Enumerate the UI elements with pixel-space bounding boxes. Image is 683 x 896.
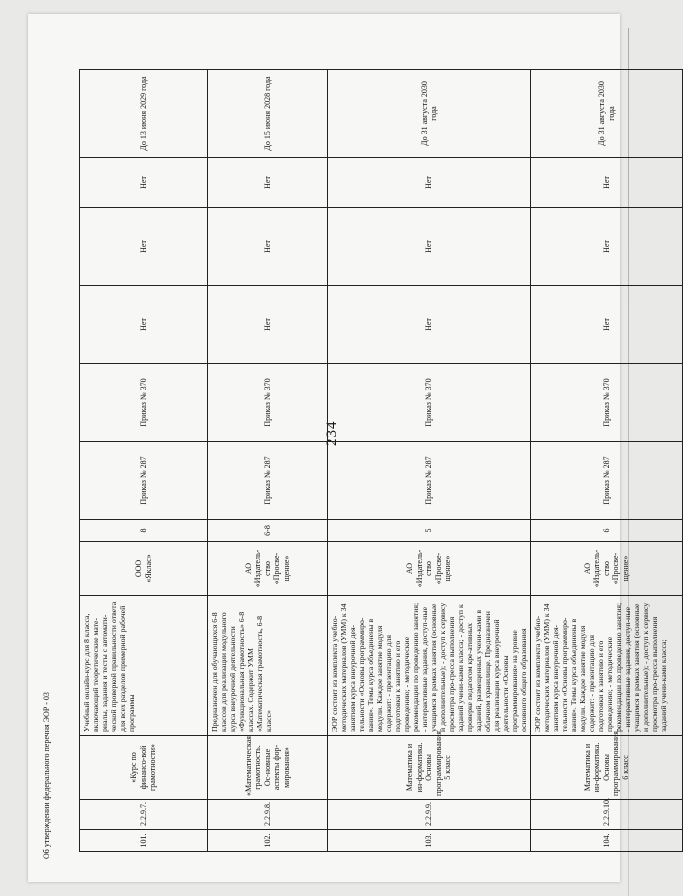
row-code: 2.2.9.10. (531, 800, 683, 830)
row-publisher: АО «Издатель-ство «Просве-щение» (208, 542, 328, 596)
row-col-a: Нет (531, 286, 683, 364)
row-order-2: Приказ № 370 (80, 364, 208, 442)
register-table (79, 69, 683, 852)
row-publisher: ООО «Яклас» (80, 542, 208, 596)
table-row (328, 70, 531, 852)
row-number: 104. (531, 830, 683, 852)
row-order-2: Приказ № 370 (208, 364, 328, 442)
row-col-a: Нет (328, 286, 531, 364)
row-order-1: Приказ № 287 (80, 442, 208, 520)
table-row (531, 70, 683, 852)
table-row (80, 70, 208, 852)
row-description: Учебный онлайн-курс для 8 класса, включающий теоретические мате-риалы, задания и тесты с автомати-ческой проверкой правильности ответа для всех разделов примерной рабочей программы (80, 596, 208, 736)
row-col-b: Нет (328, 208, 531, 286)
page-number: 234 (324, 420, 340, 446)
row-number: 101. (80, 830, 208, 852)
row-order-1: Приказ № 287 (208, 442, 328, 520)
row-deadline: До 31 августа 2030 года (531, 70, 683, 158)
row-description: ЭОР состоит из комплекта учебно-методических материалов (УММ) к 34 занятиям курса внеурочной дея-тельности «Основы программиро-вания». Темы курса объединены в модули. Каждое занятие модуля содержит: - презентацию для подготовки к занятию и его проведению; - методические рекомендации по проведению занятия; - интерактивные задания, доступ-ные учащимся в рамках занятия (основные и дополнительные); - доступ к сервису просмотра про-гресса выполнения заданий учени-ками класса; - доступ к проверке педагогом кре-ативных заданий, размещенных учени-ками в облачном хранилище. Предназначен для реализации курса внеурочной деятельности «Основы программирования» на уровне основного общего образования (328, 596, 531, 736)
row-name: Математика и ин-форматика. Основы программирования. 6 класс (531, 736, 683, 800)
row-grade: 5 (328, 520, 531, 542)
row-order-1: Приказ № 287 (531, 442, 683, 520)
row-col-b: Нет (531, 208, 683, 286)
row-col-a: Нет (80, 286, 208, 364)
row-description: ЭОР состоит из комплекта учебно-методических материалов (УММ) к 34 занятиям курса внеурочной дея-тельности «Основы программиро-вания». Темы курса объединены в модули. Каждое занятие модуля содержит: - презентацию для подготовки к занятию и его проведению; - методические рекомендации по проведению занятия; - интерактивные задания, доступ-ные учащимся в рамках занятия (основные и дополнительные); - доступ к сервису просмотра про-гресса выполнения заданий учени-ками класса; (531, 596, 683, 736)
row-grade: 6-8 (208, 520, 328, 542)
row-deadline: До 15 июня 2028 года (208, 70, 328, 158)
row-col-a: Нет (208, 286, 328, 364)
row-order-2: Приказ № 370 (328, 364, 531, 442)
row-col-c: Нет (531, 158, 683, 208)
row-grade: 8 (80, 520, 208, 542)
row-order-2: Приказ № 370 (531, 364, 683, 442)
row-col-b: Нет (80, 208, 208, 286)
row-description: Предназначен для обучающихся 6-8 классов для реализации модульного курса внеурочной деятельности «Функциональная грамотность» 6-8 классах. Содержит УММ «Математическая грамотность, 6-8 класс» (208, 596, 328, 736)
row-col-c: Нет (328, 158, 531, 208)
row-code: 2.2.9.8. (208, 800, 328, 830)
row-col-c: Нет (208, 158, 328, 208)
row-code: 2.2.9.9. (328, 800, 531, 830)
row-code: 2.2.9.7. (80, 800, 208, 830)
page-footnote: Об утверждении федерального перечня ЭОР - 03 (42, 692, 51, 859)
row-deadline: До 13 июня 2029 года (80, 70, 208, 158)
row-name: «Математическая грамотность. Ос-новные аспекты фор-мирования» (208, 736, 328, 800)
table-row (208, 70, 328, 852)
row-name: Математика и ин-форматика. Основы программирования. 5 класс (328, 736, 531, 800)
row-col-b: Нет (208, 208, 328, 286)
row-number: 102. (208, 830, 328, 852)
row-col-c: Нет (80, 158, 208, 208)
document-page (28, 14, 668, 882)
row-deadline: До 31 августа 2030 года (328, 70, 531, 158)
row-order-1: Приказ № 287 (328, 442, 531, 520)
rotated-table-wrapper (79, 76, 668, 852)
row-publisher: АО «Издатель-ство «Просве-щение» (328, 542, 531, 596)
row-grade: 6 (531, 520, 683, 542)
row-number: 103. (328, 830, 531, 852)
row-publisher: АО «Издатель-ство «Просве-щение» (531, 542, 683, 596)
row-name: «Курс по финансо-вой грамотности» (80, 736, 208, 800)
